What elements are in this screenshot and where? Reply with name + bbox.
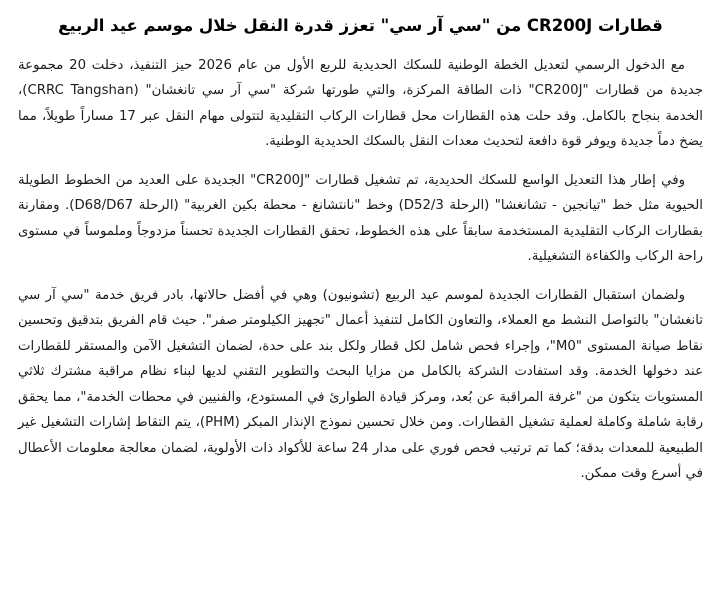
body-paragraph-2: وفي إطار هذا التعديل الواسع للسكك الحديدية، تم تشغيل قطارات "CR200J" الجديدة على العديد من الخطوط الطويلة الحيوية مثل خط "تيانجين - تشانغشا" (الرحلة D52/3) وخط "نانتشانغ - محطة بكين الغربية" (الرحلة D68/D67). ومقارنة بقطارات الركاب التقليدية المستخدمة سابقاً على هذه الخطوط، تحقق القطارات الجديدة تحسناً مزدوجاً وملموساً في مستوى راحة الركاب والكفاءة التشغيلية. xyxy=(18,172,703,265)
body-paragraph-1: مع الدخول الرسمي لتعديل الخطة الوطنية للسكك الحديدية للربع الأول من عام 2026 حيز التنفيذ، دخلت 20 مجموعة جديدة من قطارات "CR200J" ذات الطاقة المركزة، والتي طورتها شركة "سي آر سي تانغشان" (CRRC Tangshan)، الخدمة بنجاح بالكامل. وقد حلت هذه القطارات محل قطارات الركاب التقليدية لتتولى مهام النقل عبر 17 مساراً طويلاً، مما يضخ دماً جديدة ويوفر قوة دافعة لتحديث معدات النقل بالسكك الحديدية الوطنية. xyxy=(18,57,703,150)
page-title: قطارات CR200J من "سي آر سي" تعزز قدرة النقل خلال موسم عيد الربيع xyxy=(58,16,663,35)
body-paragraph-3: ولضمان استقبال القطارات الجديدة لموسم عيد الربيع (تشونيون) وهي في أفضل حالاتها، بادر فريق خدمة "سي آر سي تانغشان" بالتواصل النشط مع العملاء، والتعاون الكامل لتنفيذ أعمال "تجهيز الكيلومتر صفر". حيث قام الفريق بتدقيق وتحسين نقاط صيانة المستوى "M0"، وإجراء فحص شامل لكل قطار ولكل بند على حدة، لضمان التشغيل الآمن والمستقر للقطارات عند دخولها الخدمة. وقد استفادت الشركة بالكامل من مزايا البحث والتطوير التقني لديها لبناء نظام مراقبة مشترك ثلاثي المستويات يتكون من "غرفة المراقبة عن بُعد، ومركز قيادة الطوارئ في المستودع، والفنيين في محطات الخدمة"، مما يحقق رقابة شاملة وكاملة لعملية تشغيل القطارات. ومن خلال تحسين نموذج الإنذار المبكر (PHM)، يتم التقاط إشارات التشغيل غير الطبيعية للمعدات بدقة؛ كما تم ترتيب فحص فوري على مدار 24 ساعة للأكواد ذات الأولوية، لضمان معالجة معلومات الأعطال في أسرع وقت ممكن. xyxy=(18,287,704,482)
